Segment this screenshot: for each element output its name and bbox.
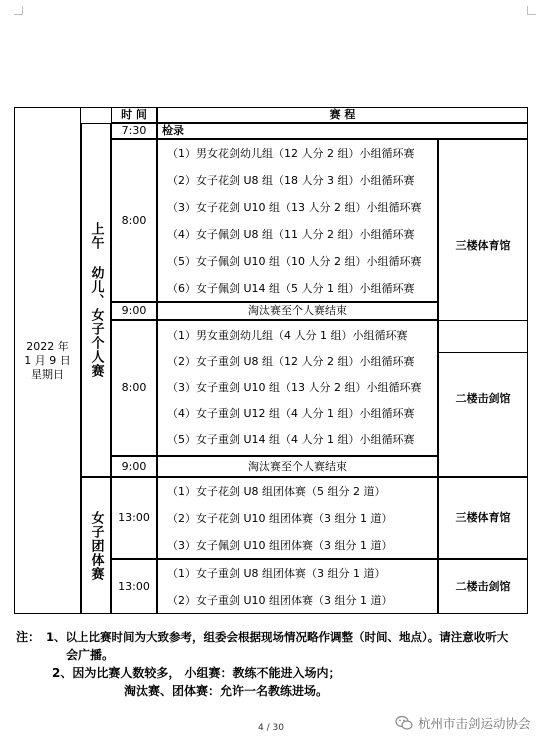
checkin-time: 7:30 [111, 123, 157, 139]
session-morning-label: 上午 幼儿、女子个人赛 [88, 222, 104, 378]
watermark [395, 714, 531, 732]
page-number: 4 / 30 [258, 723, 284, 733]
schedule-table [14, 107, 528, 614]
date-year: 2022 年 [26, 339, 69, 353]
note-1-line-2: 会广播。 [66, 648, 115, 662]
list-item: （5）女子重剑 U14 组（4 人分 1 组）小组循环赛 [167, 433, 415, 446]
header-schedule: 赛 程 [157, 107, 528, 123]
session-team-label: 女子团体赛 [88, 510, 104, 581]
checkin-label: 检录 [157, 123, 528, 139]
list-item: （6）女子佩剑 U14 组（5 人分 1 组）小组循环赛 [167, 282, 415, 295]
crop-mark-top-left [14, 6, 23, 15]
block4-events [157, 559, 438, 614]
note-2-line-1: 2、因为比赛人数较多， 小组赛：教练不能进入场内； [52, 666, 341, 680]
list-item: （3）女子花剑 U10 组（13 人分 2 组）小组循环赛 [167, 201, 422, 214]
block1-knockout: 淘汰赛至个人赛结束 [157, 302, 438, 320]
block3-venue: 三楼体育馆 [438, 477, 528, 559]
list-item: （1）男女花剑幼儿组（12 人分 2 组）小组循环赛 [167, 147, 415, 160]
notes-label: 注： [16, 630, 41, 644]
block4-venue: 二楼击剑馆 [438, 559, 528, 614]
watermark-text: 杭州市击剑运动协会 [418, 716, 531, 731]
block2-time: 8:00 [111, 320, 157, 456]
block1-knockout-time: 9:00 [111, 302, 157, 320]
block1-venue: 三楼体育馆 [438, 139, 528, 353]
block2-knockout: 淘汰赛至个人赛结束 [157, 456, 438, 477]
session-morning-cell [81, 123, 111, 477]
date-cell [14, 107, 81, 614]
block1-events [157, 139, 438, 302]
list-item: （3）女子佩剑 U10 组团体赛（3 组分 1 道） [167, 539, 393, 552]
list-item: （5）女子佩剑 U10 组（10 人分 2 组）小组循环赛 [167, 255, 422, 268]
list-item: （2）女子花剑 U10 组团体赛（3 组分 1 道） [167, 512, 393, 525]
block2-venue: 二楼击剑馆 [438, 320, 528, 477]
list-item: （2）女子重剑 U8 组（12 人分 2 组）小组循环赛 [167, 355, 415, 368]
session-team-cell [81, 477, 111, 614]
list-item: （1）女子重剑 U8 组团体赛（3 组分 1 道） [167, 567, 386, 580]
wechat-icon [395, 715, 413, 731]
date-weekday: 星期日 [31, 367, 64, 381]
note-1-line-1: 1、以上比赛时间为大致参考，组委会根据现场情况略作调整（时间、地点）。请注意收听大 [46, 630, 509, 644]
crop-mark-top-right [527, 6, 536, 15]
block3-time: 13:00 [111, 477, 157, 559]
note-2-line-2: 淘汰赛、团体赛：允许一名教练进场。 [124, 684, 329, 698]
list-item: （4）女子佩剑 U8 组（11 人分 2 组）小组循环赛 [167, 228, 415, 241]
list-item: （1）男女重剑幼儿组（4 人分 1 组）小组循环赛 [167, 329, 408, 342]
list-item: （3）女子重剑 U10 组（13 人分 2 组）小组循环赛 [167, 381, 422, 394]
list-item: （1）女子花剑 U8 组团体赛（5 组分 2 道） [167, 485, 386, 498]
block2-knockout-time: 9:00 [111, 456, 157, 477]
block3-events [157, 477, 438, 559]
list-item: （2）女子重剑 U10 组团体赛（3 组分 1 道） [167, 594, 393, 607]
block1-time: 8:00 [111, 139, 157, 302]
header-time: 时 间 [111, 107, 157, 123]
list-item: （2）女子花剑 U8 组（18 人分 3 组）小组循环赛 [167, 174, 415, 187]
block2-events [157, 320, 438, 456]
list-item: （4）女子重剑 U12 组（4 人分 1 组）小组循环赛 [167, 407, 415, 420]
date-day: 1 月 9 日 [24, 353, 71, 367]
block4-time: 13:00 [111, 559, 157, 614]
